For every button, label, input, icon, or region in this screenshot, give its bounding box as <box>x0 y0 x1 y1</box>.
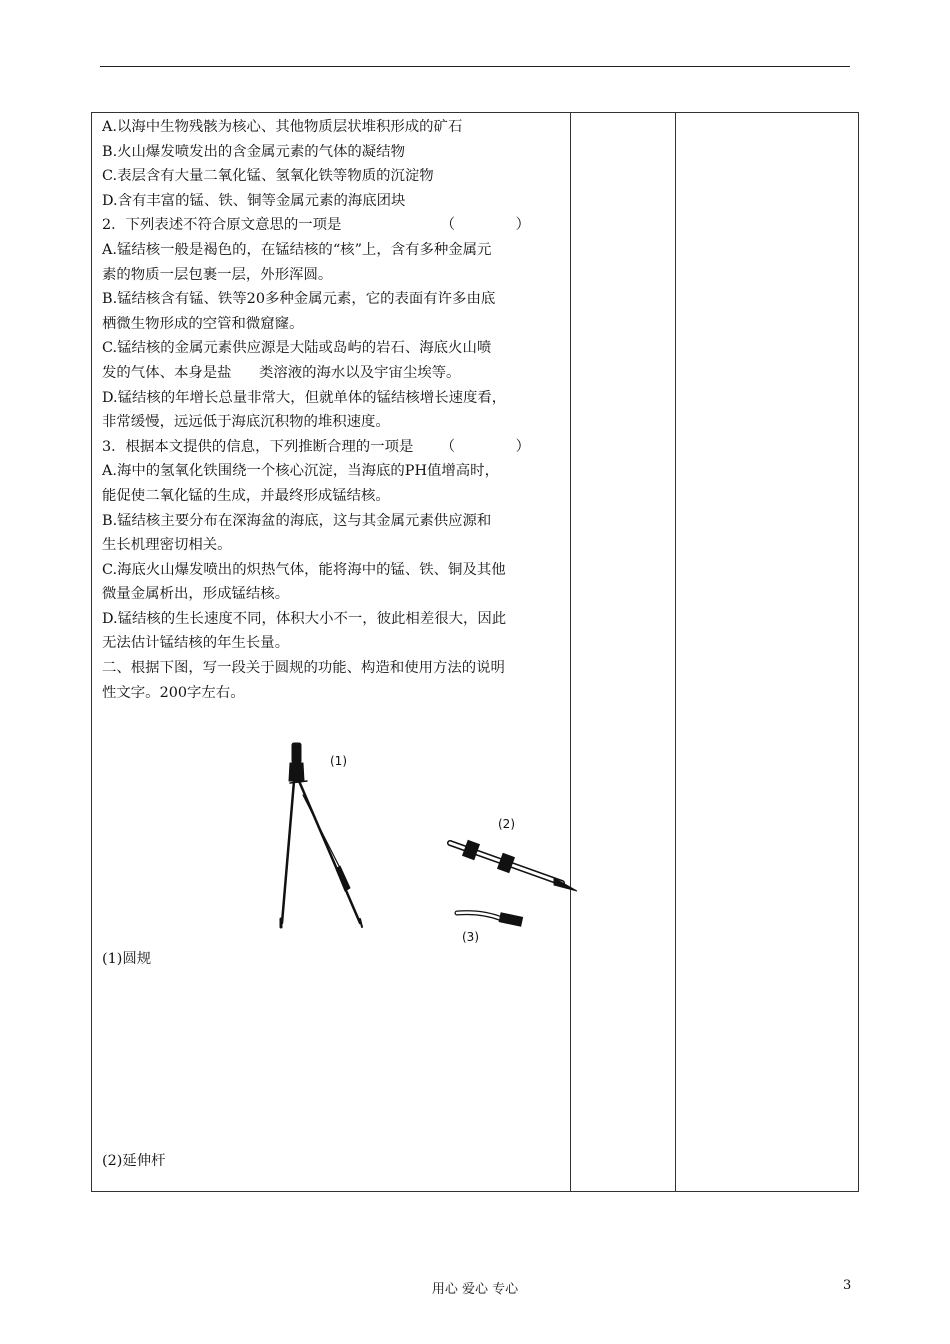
q3-line: C.海底火山爆发喷出的炽热气体，能将海中的锰、铁、铜及其他 <box>102 561 506 578</box>
q2-line: A.锰结核一般是褐色的，在锰结核的“核”上，含有多种金属元 <box>102 241 492 258</box>
page-number: 3 <box>843 1278 852 1293</box>
footer-motto: 用心 爱心 专心 <box>431 1282 519 1297</box>
column-divider-1 <box>570 113 571 1191</box>
worksheet-table <box>91 112 859 1192</box>
q2-line: 发的气体、本身是盐 类溶液的海水以及宇宙尘埃等。 <box>102 364 461 381</box>
header-rule <box>100 66 850 67</box>
q2-line: D.锰结核的年增长总量非常大，但就单体的锰结核增长速度看， <box>102 389 507 406</box>
label-3: (3) <box>462 930 479 944</box>
q3-line: D.锰结核的生长速度不同，体积大小不一，彼此相差很大，因此 <box>102 610 507 627</box>
q3-line: 无法估计锰结核的年生长量。 <box>102 635 290 652</box>
q2-line: 栖微生物形成的空管和微窟窿。 <box>102 315 304 332</box>
label-2: (2) <box>498 817 515 831</box>
q3-line: 微量金属析出，形成锰结核。 <box>102 586 290 603</box>
part2-prompt: 性文字。200字左右。 <box>102 684 245 701</box>
part2-prompt: 二、根据下图，写一段关于圆规的功能、构造和使用方法的说明 <box>102 660 505 677</box>
extension-rod-icon <box>450 840 577 893</box>
q2-stem: 2．下列表述不符合原文意思的一项是 <box>102 217 342 234</box>
question-content <box>102 115 564 705</box>
q2-line: 素的物质一层包裹一层，外形浑圆。 <box>102 266 333 283</box>
q3-line: A.海中的氢氧化铁围绕一个核心沉淀，当海底的PH值增高时， <box>102 463 499 480</box>
q1-option-b: B.火山爆发喷发出的含金属元素的气体的凝结物 <box>102 143 405 160</box>
q2-answer-paren: （ ） <box>440 217 558 234</box>
q3-stem-row <box>102 435 564 460</box>
q2-line: C.锰结核的金属元素供应源是大陆或岛屿的岩石、海底火山喷 <box>102 340 492 357</box>
q2-line: 非常缓慢，远远低于海底沉积物的堆积速度。 <box>102 414 390 431</box>
compass-icon <box>281 743 362 927</box>
q1-option-d: D.含有丰富的锰、铁、铜等金属元素的海底团块 <box>102 192 406 209</box>
q1-option-c: C.表层含有大量二氧化锰、氢氧化铁等物质的沉淀物 <box>102 168 434 185</box>
column-divider-2 <box>675 113 676 1191</box>
pen-attachment-icon <box>457 913 523 927</box>
q2-stem-row <box>102 213 564 238</box>
q3-line: B.锰结核主要分布在深海盆的海底，这与其金属元素供应源和 <box>102 512 492 529</box>
caption-extension-rod: (2)延伸杆 <box>102 1153 166 1169</box>
q3-stem: 3．根据本文提供的信息，下列推断合理的一项是 <box>102 438 414 455</box>
caption-compass: (1)圆规 <box>102 951 152 967</box>
q2-line: B.锰结核含有锰、铁等20多种金属元素，它的表面有许多由底 <box>102 291 496 308</box>
q3-line: 生长机理密切相关。 <box>102 537 232 554</box>
compass-figure <box>182 743 515 944</box>
q3-line: 能促使二氧化锰的生成，并最终形成锰结核。 <box>102 487 390 504</box>
label-1: (1) <box>330 754 347 768</box>
q3-answer-paren: （ ） <box>440 438 558 455</box>
q1-option-a: A.以海中生物残骸为核心、其他物质层状堆积形成的矿石 <box>102 119 463 135</box>
